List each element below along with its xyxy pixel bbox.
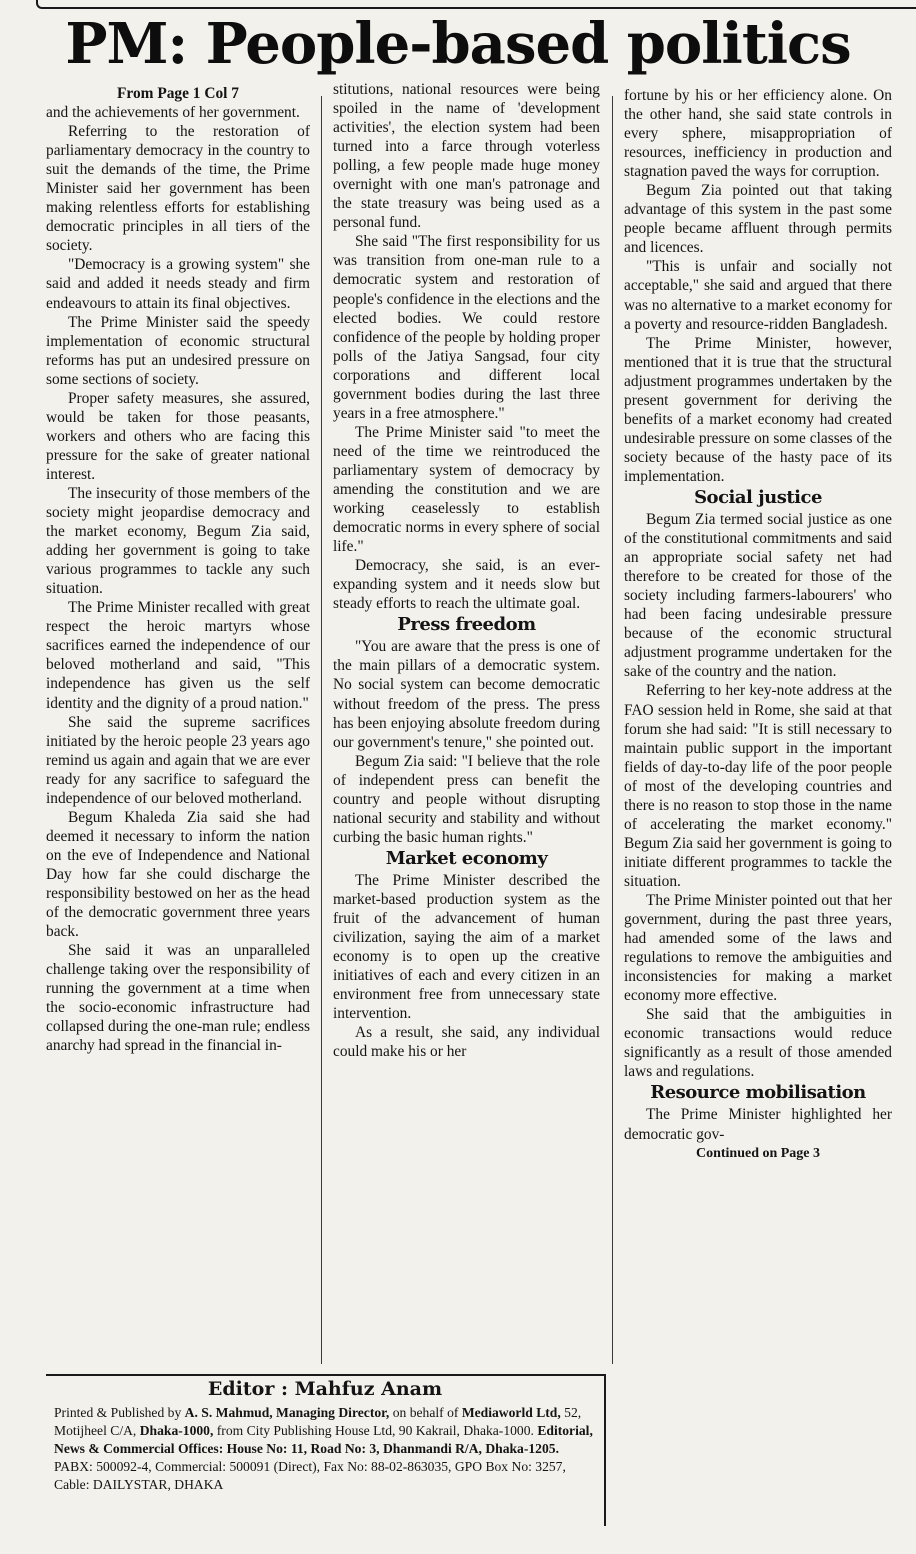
- paragraph: She said "The first responsibility for us was transition from one-man rule to a democratic system and restoration of people's confidence in the elections and the elected bodies. We could restore confidence of the people by holding proper polls of the Jatiya Sangsad, four city corporations and different local government bodies during the last three years in a free atmosphere.": [333, 233, 600, 422]
- paragraph: As a result, she said, any individual could make his or her: [333, 1024, 600, 1061]
- printing-press: from City Publishing House Ltd, 90 Kakrail, Dhaka-1000.: [213, 1423, 538, 1438]
- paragraph: Democracy, she said, is an ever-expanding system and it needs slow but steady efforts to reach the ultimate goal.: [333, 557, 600, 613]
- article-column-2: [333, 80, 600, 1061]
- subheading-press-freedom: Press freedom: [397, 614, 536, 636]
- article-column-3: [624, 86, 892, 1163]
- continued-line: Continued on Page 3: [695, 1145, 821, 1161]
- publisher-name: A. S. Mahmud, Managing Director,: [184, 1405, 390, 1420]
- contact-numbers: PABX: 500092-4, Commercial: 500091 (Direct), Fax No: 88-02-863035, GPO Box No: 3257, Cable: DAILYSTAR, DHAKA: [54, 1459, 566, 1492]
- paragraph: The Prime Minister recalled with great respect the heroic martyrs whose sacrifices earned the independence of our beloved motherland and said, "This independence has given us the self identity and the dignity of a proud nation.": [46, 599, 310, 712]
- column-divider: [612, 96, 613, 1364]
- subheading-resource-mobilisation: Resource mobilisation: [650, 1082, 866, 1104]
- address: 52, Motijheel C/A,: [54, 1405, 582, 1438]
- paragraph: The insecurity of those members of the society might jeopardise democracy and the market economy, Begum Zia said, adding her government is going to take various programmes to tackle any such situation.: [46, 484, 310, 598]
- paragraph: Begum Khaleda Zia said she had deemed it necessary to inform the nation on the eve of Independence and National Day how far she could discharge the responsibility bestowed on her as the head of the democratic government three years back.: [46, 808, 310, 941]
- paragraph: "This is unfair and socially not acceptable," she said and argued that there was no alternative to a market economy for a poverty and resource-ridden Bangladesh.: [624, 258, 892, 333]
- paragraph: The Prime Minister highlighted her democratic gov-: [624, 1106, 892, 1143]
- paragraph: The Prime Minister said the speedy implementation of economic structural reforms has put an undesired pressure on some sections of society.: [46, 313, 310, 388]
- headline: PM: People-based politics: [65, 11, 851, 77]
- paragraph: The Prime Minister pointed out that her government, during the past three years, had amended some of the laws and regulations to remove the ambiguities and inconsistencies for making a market economy more effective.: [624, 891, 892, 1005]
- paragraph: Begum Zia termed social justice as one of the constitutional commitments and said an appropriate social safety net had therefore to be created for those of the society including farmers-labourers' who had been facing undesirable pressure because of the economic structural adjustment programme undertaken for the sake of the country and the nation.: [624, 511, 892, 681]
- paragraph: She said it was an unparalleled challenge taking over the responsibility of running the government at a time when the socio-economic infrastructure had collapsed during the one-man rule; endless anarchy had spread in the financial in-: [46, 942, 310, 1055]
- company-name: Mediaworld Ltd,: [461, 1405, 561, 1420]
- imprint-intro: Printed & Published by: [54, 1405, 185, 1420]
- article-column-1: [46, 84, 310, 1055]
- imprint-box: [46, 1374, 606, 1526]
- paragraph: She said that the ambiguities in economic transactions would reduce significantly as a result of those amended laws and regulations.: [624, 1006, 892, 1081]
- editor-line: Editor : Mahfuz Anam: [207, 1378, 443, 1400]
- offices-address: Editorial, News & Commercial Offices: House No: 11, Road No: 3, Dhanmandi R/A, Dhaka-1205.: [54, 1423, 593, 1456]
- paragraph: The Prime Minister described the market-based production system as the fruit of the advancement of human civilization, saying the aim of a market economy is to open up the creative initiatives of each and every citizen in an environment free from unnecessary state intervention.: [333, 871, 600, 1023]
- paragraph: The Prime Minister said "to meet the need of the time we reintroduced the parliamentary system of democracy by amending the constitution and we are working ceaselessly to establish democratic norms in every sphere of social life.": [333, 423, 600, 556]
- paragraph: Begum Zia pointed out that taking advantage of this system in the past some people became affluent through permits and licences.: [624, 182, 892, 257]
- paragraph: fortune by his or her efficiency alone. On the other hand, she said state controls in every sphere, misappropriation of resources, inefficiency in production and stagnation paved the ways for corruption.: [624, 87, 892, 181]
- imprint-text: [54, 1404, 596, 1494]
- subheading-social-justice: Social justice: [694, 486, 822, 508]
- paragraph: She said the supreme sacrifices initiated by the heroic people 23 years ago remind us again and again that we are ever ready for any sacrifice to safeguard the independence of our beloved motherland.: [46, 713, 310, 807]
- paragraph: Referring to her key-note address at the FAO session held in Rome, she said at that forum she had said: "It is still necessary to maintain public support in the important fields of day-to-day life of the poor people of most of the developing countries and there is no reason to stop those in the name of accelerating the market economy." Begum Zia said her government is going to initiate different programmes to tackle the situation.: [624, 682, 892, 890]
- paragraph: stitutions, national resources were being spoiled in the name of 'development activities', the election system had been turned into a farce through voterless polling, a few people made huge money overnight with one man's patronage and the state treasury was being used as a personal fund.: [333, 81, 600, 232]
- dhaka-postcode: Dhaka-1000,: [139, 1423, 214, 1438]
- column-divider: [321, 96, 322, 1364]
- paragraph: "Democracy is a growing system" she said and added it needs steady and firm endeavours to attain its final objectives.: [46, 256, 310, 312]
- paragraph: Begum Zia said: "I believe that the role of independent press can benefit the country and people without disrupting national security and stability and without curbing the basic human rights.": [333, 752, 600, 846]
- imprint-on-behalf: on behalf of: [389, 1405, 462, 1420]
- paragraph: The Prime Minister, however, mentioned that it is true that the structural adjustment programmes undertaken by the present government for deriving the benefits of a market economy had created undesirable pressure on some classes of the society because of the hasty pace of its implementation.: [624, 334, 892, 485]
- paragraph: Proper safety measures, she assured, would be taken for those peasants, workers and others who are facing this pressure for the sake of greater national interest.: [46, 389, 310, 483]
- paragraph: Referring to the restoration of parliamentary democracy in the country to suit the demands of the time, the Prime Minister said her government has been making relentless efforts for establishing democratic principles in all tiers of the society.: [46, 123, 310, 255]
- paragraph: and the achievements of her government.: [46, 104, 300, 122]
- paragraph: "You are aware that the press is one of the main pillars of a democratic system. No social system can become democratic without freedom of the press. The press has been enjoying absolute freedom during our government's tenure," she pointed out.: [333, 638, 600, 751]
- jump-line: From Page 1 Col 7: [117, 85, 239, 102]
- subheading-market-economy: Market economy: [385, 847, 548, 869]
